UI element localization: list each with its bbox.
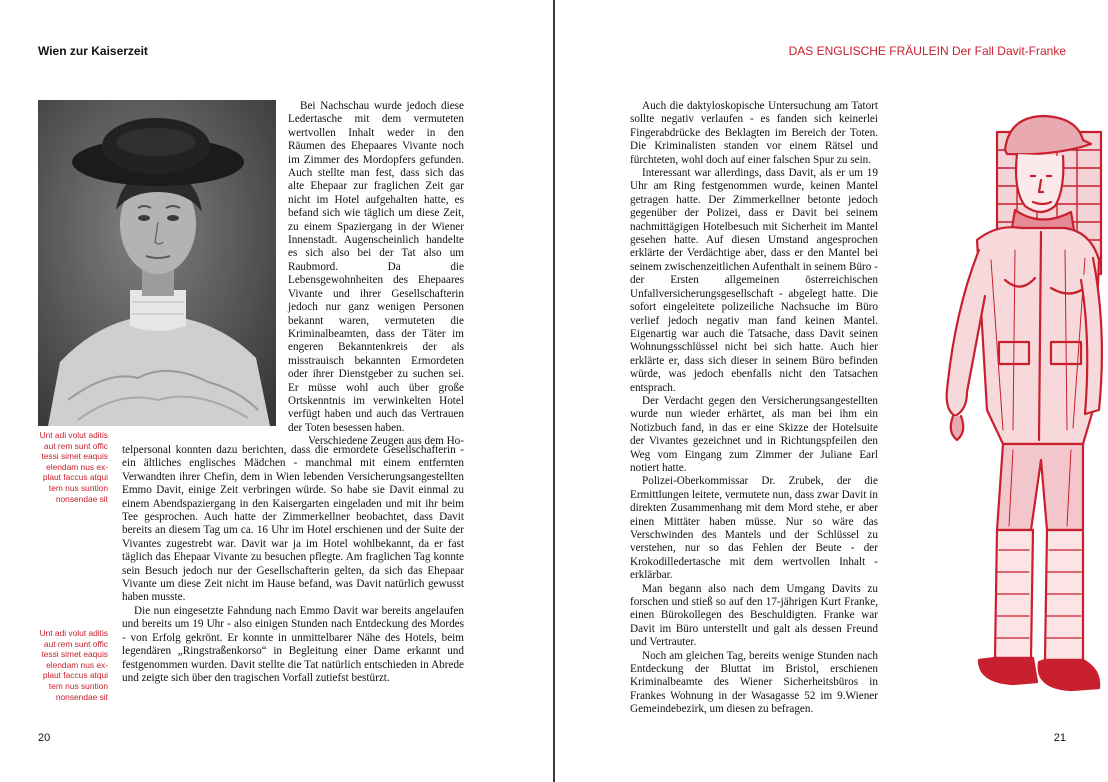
paragraph: Man begann also nach dem Umgang Davits zu forschen und stieß so auf den 17-jährigen Kurt Franke, einen Bürokollegen des Beschuldigten. Franke war Davit im Büro unterstellt und galt als dessen Freund und Vertrauter. [630,582,878,649]
page-number: 20 [38,732,51,744]
running-head-title: DAS ENGLISCHE FRÄULEIN [788,44,949,58]
left-page [0,0,553,782]
running-head-subtitle: Der Fall Davit-Franke [951,44,1066,58]
red-illustration [895,110,1105,702]
paragraph: Auch die daktyloskopische Untersuchung am Tatort sollte negativ verlaufen - es fanden sich keinerlei Fingerabdrücke des Beklagten im Bereich der Toten. Die Kriminalisten standen vor einem Rätsel und fürchteten, wohl doch auf einer falschen Spur zu sein. [630,100,878,166]
body-column-main [122,444,464,685]
body-column [630,100,878,717]
photo-caption: Unt adi volut aditis aut rem sunt offic tessi simet eaquis elendam nus ex-plaut faccus atqui tem nus suntion nonsendae sit [39,430,108,504]
page-number: 21 [1053,732,1066,744]
paragraph: Bei Nachschau wurde jedoch diese Ledertasche mit dem vermuteten wertvollen Inhalt weder in den Räumen des Ehepaares Vivante noch im Zimmer des Mordopfers gefunden. Auch stellte man fest, dass sich das alte Ehepaar zur fraglichen Zeit gar nicht im Hotel aufgehalten hatte, es befand sich wie täglich um diese Zeit, zu einem Spaziergang in der Wiener Innenstadt. Augenscheinlich handelte es sich also bei der Tat also um Raubmord. Da die Lebensgewohnheiten des Ehepaares Vivante und ihrer Gesellschafterin jedoch nur ganz wenigen Personen bekannt waren, vermuteten die Kriminalbeamten, dass der Täter im engeren Bekanntenkreis der als misstrauisch bekannten Ermordeten oder ihrer Dienstgeber zu suchen sei. Er müsse wohl auch über große Ortskenntnis im verwinkelten Hotel verfügt haben und auch das Vertrauen der Toten besessen haben. [288,100,464,434]
portrait-photo [38,100,276,426]
paragraph: Die nun eingesetzte Fahndung nach Emmo Davit war bereits angelaufen und bereits um 19 Uhr - also einigen Stunden nach Entdeckung des Mordes - von Erfolg gekrönt. Er konnte in unmittelbarer Nähe des Hotels, beim legendären „Ringstraßenkorso“ in Begleitung einer Dame erkannt und festgenommen wurden. Davit stellte die Tat natürlich entschieden in Abrede und zeigte sich über den tragischen Vorfall zutiefst bestürzt. [122,604,464,684]
margin-caption: Unt adi volut aditis aut rem sunt offic tessi simet eaquis elendam nus ex-plaut faccus atqui tem nus suntion nonsendae sit [39,628,108,702]
running-head: Wien zur Kaiserzeit [38,44,148,58]
paragraph: telpersonal konnten dazu berichten, dass die ermordete Gesellschafterin - ein ältliches englisches Mädchen - manchmal mit einem entfernten Verwandten ihrer Chefin, dem in Wien lebenden Versicherungsangestellten Emmo Davit, einige Zeit verbringen würde. So habe sie Davit einmal zu einem Abendspaziergang in den Kaisergarten eingeladen und mit ihr beim Tee gesprochen. Auch hatte der Zimmerkellner beobachtet, dass Davit bereits an diesem Tag um ca. 16 Uhr im Hotel erschienen und der Suite der Vivantes zugestrebt war. Davit war ja im Hotel wohlbekannt, da er fast täglich das Ehepaar Vivante zu besuchen pflegte. Am fraglichen Tag konnte sein Besuch jedoch nur der Gesellschafterin gelten, da sich das Ehepaar Vivante um diese Zeit nicht im Hause befand, was Davit natürlich gewusst haben musste. [122,444,464,604]
body-column-top [288,100,464,449]
paragraph: Noch am gleichen Tag, bereits wenige Stunden nach Entdeckung der Bluttat im Bristol, erschienen Kriminalbeamte des Wiener Sicherheitsbüros in Frankes Wohnung in der Wasagasse 52 im 9.Wiener Gemeindebezirk, um diesen zu befragen. [630,649,878,716]
right-page [555,0,1108,782]
paragraph-start: Verschiedene Zeugen aus dem Ho- [308,435,464,448]
paragraph: Polizei-Oberkommissar Dr. Zrubek, der die Ermittlungen leitete, vermutete nun, dass zwar Davit in direkten Zusammenhang mit dem Mord stehe, er aber einen Mittäter haben müsse. Nur so wäre das Verschwinden des Mantels und der Schlüssel zu verstehen, nur so das Fehlen der Beute - der Krokodilledertasche mit dem wertvollen Inhalt - erklärbar. [630,475,878,582]
paragraph: Interessant war allerdings, dass Davit, als er um 19 Uhr am Ring festgenommen wurde, keinen Mantel getragen hatte. Der Zimmerkellner betonte jedoch gegenüber der Polizei, dass er Davit bei seinem nachmittägigen Hotelbesuch mit Sicherheit im Mantel gesehen hatte. Auf diesen Umstand angesprochen erklärte der Verdächtige aber, dass er den Mantel bei seinem zwischenzeitlichen Aufenthalt in seinem Büro - der Ersten allgemeinen österreichischen Unfallversicherungsgesellschaft - abgelegt hatte. Die sofort eingeleitete polizeiliche Nachsuche im Büro verlief jedoch negativ man fand keinen Mantel. Eigenartig war auch die Tatsache, dass Davit seinen Wohnungsschlüssel nicht bei sich hatte. Auch hier erklärte er, dass sich dieser in seinem Büro befinden würde, was jedoch ebenfalls nicht den Tatsachen entsprach. [630,167,878,394]
running-head [789,44,1066,58]
paragraph: Der Verdacht gegen den Versicherungsangestellten wurde nun wieder erhärtet, als man bei ihm ein Notizbuch fand, in das er eine Skizze der Hotelsuite der Vivantes gezeichnet und in Richtungspfeilen den Weg vom Eingang zum Zimmer der Juliane Earl notiert hatte. [630,394,878,474]
